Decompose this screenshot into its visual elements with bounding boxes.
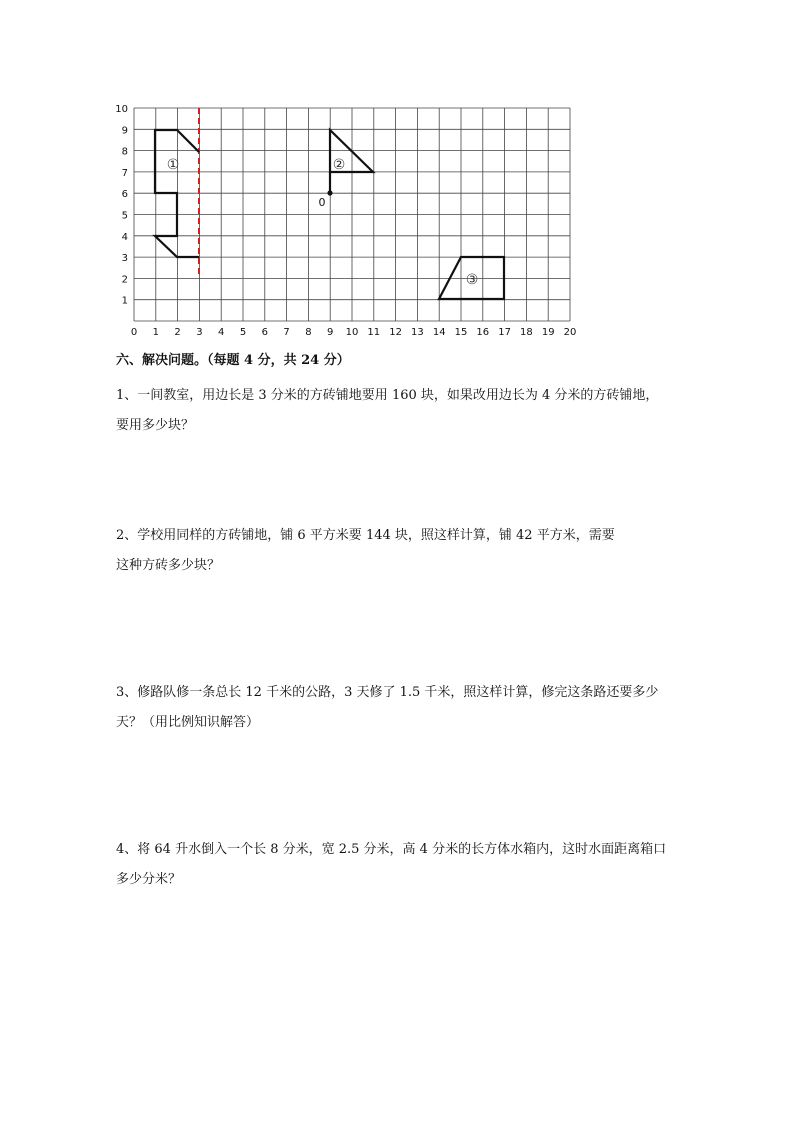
question-3-line-1: 3、修路队修一条总长 12 千米的公路，3 天修了 1.5 千米，照这样计算，修完这条路还要多少 (116, 685, 659, 700)
x-tick-label: 9 (327, 327, 334, 338)
shape-3-label: ③ (465, 272, 479, 288)
y-tick-label: 1 (121, 295, 128, 307)
question-3 (116, 678, 716, 738)
x-tick-label: 0 (130, 327, 138, 338)
question-1-line-2: 要用多少块？ (116, 418, 195, 433)
question-1 (116, 381, 716, 441)
y-tick-label: 6 (121, 189, 128, 201)
y-tick-label: 2 (121, 274, 128, 286)
y-tick-label: 3 (121, 253, 128, 265)
x-tick-label: 11 (367, 327, 381, 338)
y-tick-label: 4 (121, 231, 128, 243)
x-tick-label: 1 (152, 327, 159, 338)
y-axis-tick-labels (115, 104, 128, 307)
x-tick-label: 2 (174, 327, 181, 338)
x-axis-tick-labels (131, 327, 577, 338)
x-tick-label: 17 (498, 327, 511, 338)
x-tick-label: 12 (389, 327, 402, 338)
y-tick-label: 8 (121, 146, 128, 158)
x-tick-label: 7 (283, 327, 290, 338)
x-tick-label: 10 (345, 327, 359, 338)
x-tick-label: 16 (476, 327, 490, 338)
x-tick-label: 5 (239, 327, 247, 338)
question-4 (116, 835, 716, 895)
x-tick-label: 20 (563, 327, 577, 338)
question-4-line-2: 多少分米？ (116, 872, 182, 887)
question-2-line-1: 2、学校用同样的方砖铺地，铺 6 平方米要 144 块，照这样计算，铺 42 平方米，需要 (116, 528, 615, 543)
x-tick-label: 6 (261, 327, 268, 338)
shape-2-label: ② (332, 157, 346, 173)
x-tick-label: 19 (541, 327, 555, 338)
x-tick-label: 13 (411, 327, 424, 338)
coordinate-grid-figure (112, 100, 582, 345)
x-tick-label: 18 (520, 327, 533, 338)
x-tick-label: 8 (305, 327, 312, 338)
x-tick-label: 4 (218, 327, 225, 338)
x-tick-label: 15 (454, 327, 468, 338)
section-title: 六、解决问题。（每题 4 分，共 24 分） (116, 353, 350, 368)
origin-point-label: 0 (318, 196, 326, 209)
y-tick-label: 7 (121, 167, 128, 179)
x-tick-label: 3 (196, 327, 203, 338)
question-4-line-1: 4、将 64 升水倒入一个长 8 分米，宽 2.5 分米，高 4 分米的长方体水箱内，这时水面距离箱口 (116, 842, 667, 857)
origin-point-marker (327, 190, 332, 195)
y-tick-label: 10 (115, 104, 128, 115)
question-2 (116, 521, 716, 581)
y-tick-label: 9 (121, 125, 128, 137)
question-2-line-2: 这种方砖多少块？ (116, 558, 221, 573)
x-tick-label: 14 (432, 327, 446, 338)
question-1-line-1: 1、一间教室，用边长是 3 分米的方砖铺地要用 160 块，如果改用边长为 4 分米的方砖铺地， (116, 388, 659, 403)
y-tick-label: 5 (121, 210, 128, 222)
question-3-line-2: 天？（用比例知识解答） (116, 715, 260, 730)
shape-1-label: ① (166, 157, 180, 173)
